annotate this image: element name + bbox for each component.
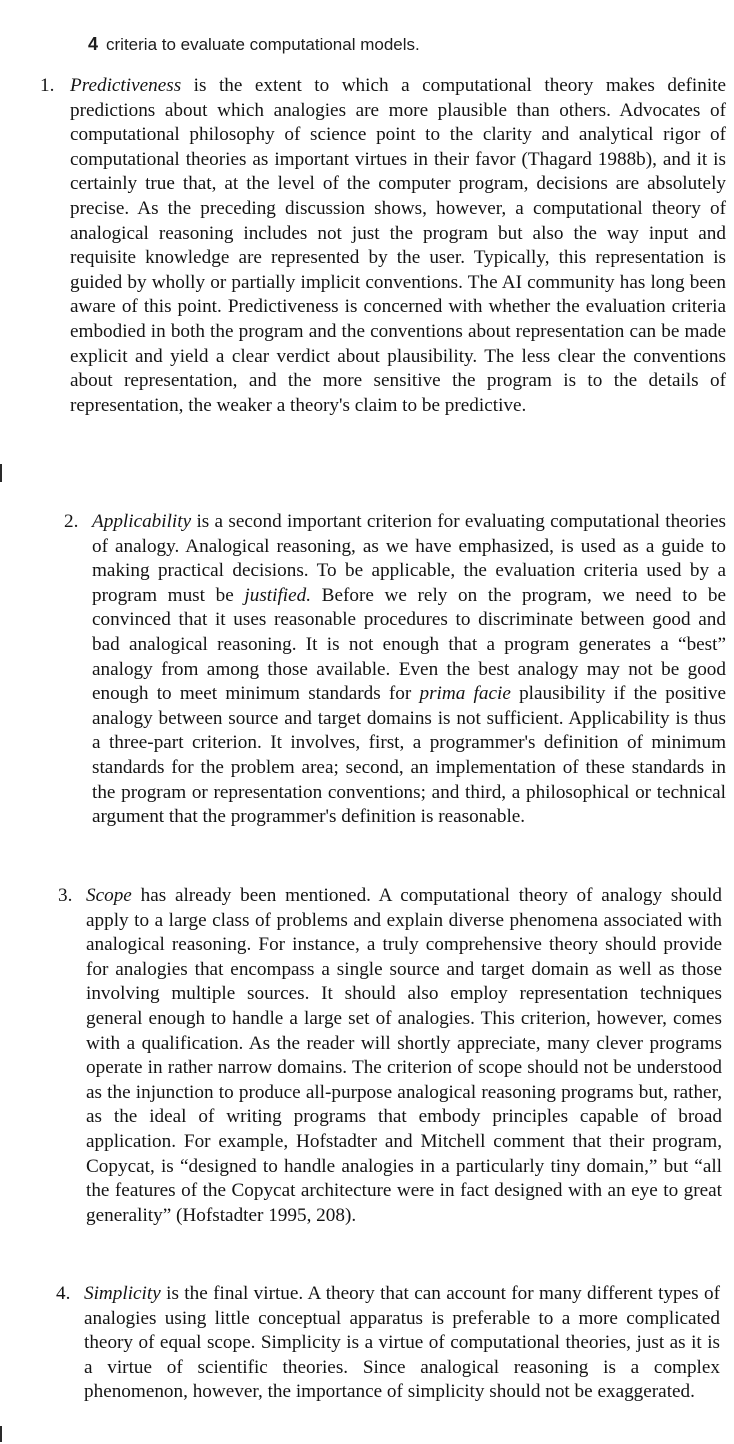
criterion-term: Scope <box>86 885 132 906</box>
emphasis-prima-facie: prima facie <box>419 683 511 705</box>
criterion-body: has already been mentioned. A computational theory of analogy should apply to a large class of problems and explain diverse phenomena associated with analogical reasoning. For instance, a truly comprehensive theory should provide for analogies that encompass a single source and target domain as well as those involving multiple sources. It should also employ representation techniques general enough to handle a large set of analogies. This criterion, however, comes with a qualification. As the reader will shortly appreciate, many clever programs operate in rather narrow domains. The criterion of scope should not be understood as the injunction to produce all-purpose analogical reasoning programs but, rather, as the ideal of writing programs that embody principles capable of broad application. For example, Hofstadter and Mitchell comment that their program, Copycat, is “designed to handle analogies in a particularly tiny domain,” but “all the features of the Copycat architecture were in fact designed with an eye to great generality” (Hofstadter 1995, 208). <box>86 885 722 1226</box>
criterion-term: Applicability <box>92 511 192 532</box>
criterion-body: is a second important criterion for evaluating computational theories of analogy. Analogical reasoning, as we have emphasized, is used as a guide to making practical decisions. To be applicable, the evaluation criteria used by a program must be <box>92 511 726 606</box>
emphasis-justified: justified. <box>244 584 312 606</box>
section-intro <box>88 34 420 55</box>
criterion-term: Predictiveness <box>70 75 182 96</box>
list-number: 4. <box>56 1283 71 1304</box>
criterion-scope <box>58 884 722 1228</box>
list-number: 3. <box>58 885 73 906</box>
criterion-simplicity <box>56 1282 720 1405</box>
criterion-body: is the final virtue. A theory that can account for many different types of analogies using little conceptual apparatus is preferable to a more complicated theory of equal scope. Simplicity is a virtue of computational theories, just as it is a virtue of scientific theories. Since analogical reasoning is a complex phenomenon, however, the importance of simplicity should not be exaggerated. <box>84 1283 720 1403</box>
criterion-applicability <box>64 510 726 830</box>
criterion-body-continued: Before we rely on the program, we need to be convinced that it uses reasonable procedures to discriminate between good and bad analogical reasoning. It is not enough that a program generates a “best” analogy from among those available. Even the best analogy may not be good enough to meet minimum standards for <box>92 584 726 705</box>
scan-margin-mark <box>0 464 2 482</box>
list-number: 1. <box>40 75 55 96</box>
criteria-count: 4 <box>88 34 99 54</box>
criterion-body-end: plausibility if the positive analogy between source and target domains is not sufficient. Applicability is thus a three-part criterion. It involves, first, a programmer's definition of minimum standards for the problem area; second, an implementation of these standards in the program or representation conventions; and third, a philosophical or technical argument that the programmer's definition is reasonable. <box>92 683 726 828</box>
scan-margin-mark-bottom <box>0 1426 2 1442</box>
list-number: 2. <box>64 511 79 532</box>
criterion-term: Simplicity <box>84 1283 161 1304</box>
intro-text: criteria to evaluate computational models. <box>106 35 420 54</box>
criterion-predictiveness <box>40 74 726 418</box>
criterion-body: is the extent to which a computational theory makes definite predictions about which analogies are more plausible than others. Advocates of computational philosophy of science point to the clarity and analytical rigor of computational theories as important virtues in their favor (Thagard 1988b), and it is certainly true that, at the level of the computer program, decisions are absolutely precise. As the preceding discussion shows, however, a computational theory of analogical reasoning includes not just the program but also the way input and requisite knowledge are represented by the user. Typically, this representation is guided by wholly or partially implicit conventions. The AI community has long been aware of this point. Predictiveness is concerned with whether the evaluation criteria embodied in both the program and the conventions about representation can be made explicit and yield a clear verdict about plausibility. The less clear the conventions about representation, and the more sensitive the program is to the details of representation, the weaker a theory's claim to be predictive. <box>70 75 726 416</box>
